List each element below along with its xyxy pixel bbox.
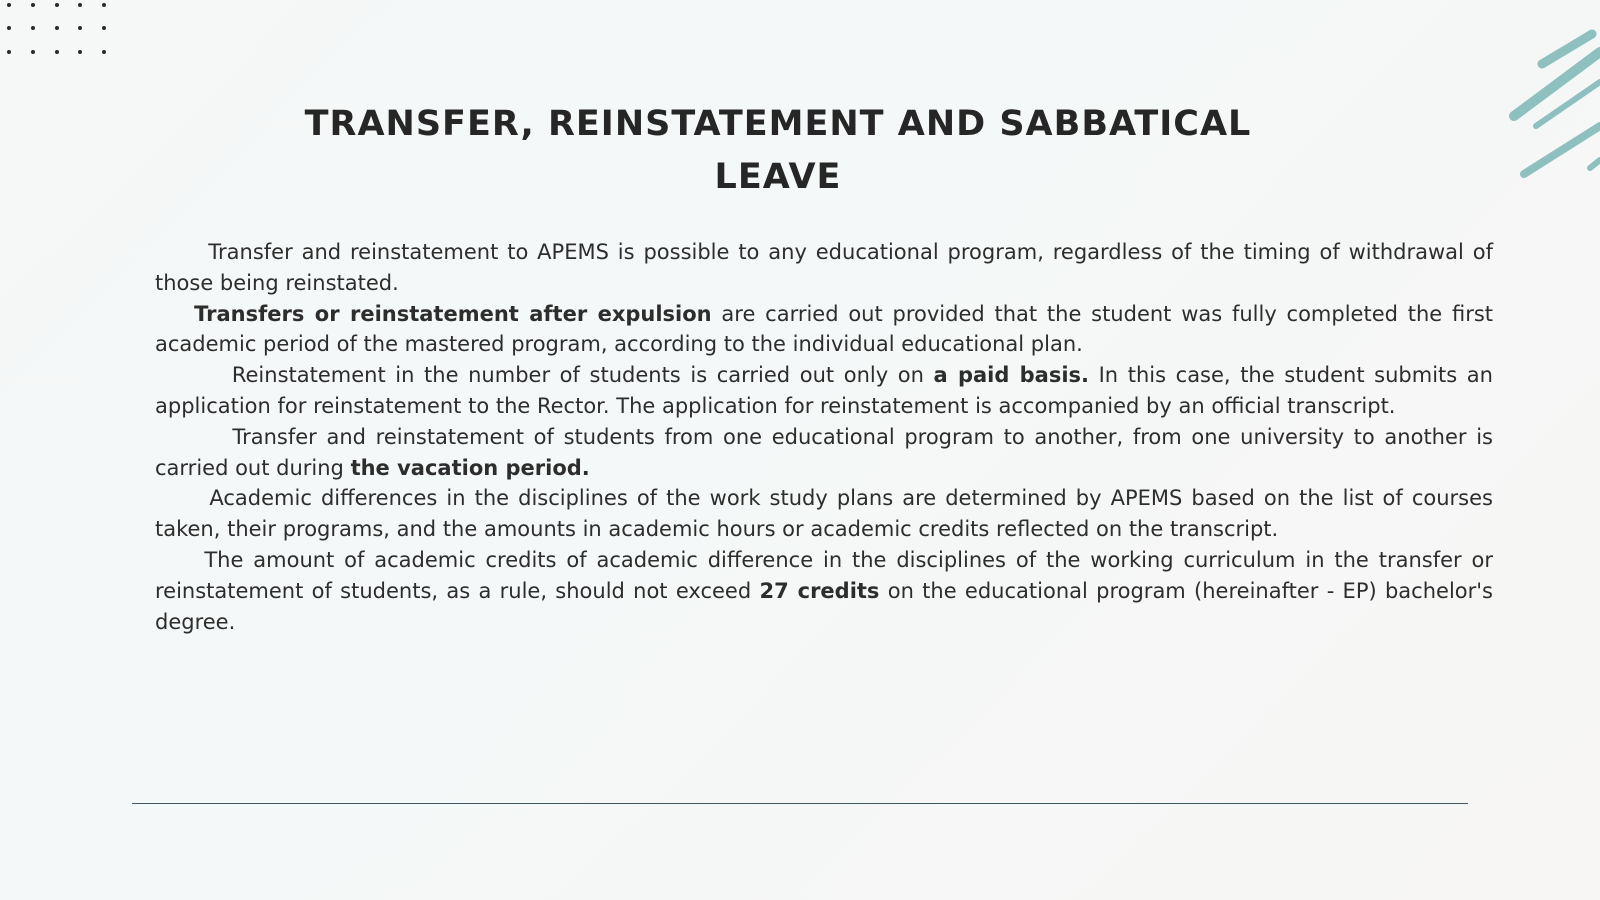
paragraph-indent bbox=[155, 302, 194, 326]
paragraph-emphasis: a paid basis. bbox=[933, 363, 1089, 388]
paragraph-text: In this case, the student submits an application for reinstatement to the Rector. The application for reinstatement is accompanied by an official transcript. bbox=[155, 363, 1493, 418]
brush-strokes-decoration-icon bbox=[1500, 28, 1600, 188]
paragraph-emphasis: the vacation period. bbox=[350, 455, 590, 480]
paragraph-text: are carried out provided that the student was fully completed the first academic period of the mastered program, according to the individual educational plan. bbox=[155, 301, 1494, 357]
paragraph-6 bbox=[155, 545, 1493, 637]
paragraph-4 bbox=[155, 422, 1493, 484]
paragraph-text: The amount of academic credits of academic difference in the disciplines of the working curriculum in the transfer or reinstatement of students, as a rule, should not exceed bbox=[155, 547, 1493, 603]
paragraph-text: on the educational program (hereinafter - EP) bachelor's degree. bbox=[155, 578, 1493, 634]
paragraph-indent bbox=[155, 548, 204, 572]
paragraph-5 bbox=[155, 483, 1493, 545]
dot-grid-decoration-icon bbox=[0, 0, 120, 60]
paragraph-3 bbox=[155, 360, 1493, 422]
paragraph-text: Reinstatement in the number of students is carried out only on bbox=[231, 363, 934, 388]
page-title-line-1: TRANSFER, REINSTATEMENT AND SABBATICAL bbox=[304, 104, 1252, 144]
paragraph-indent bbox=[155, 363, 232, 387]
page-title bbox=[278, 98, 1278, 204]
paragraph-2 bbox=[155, 299, 1493, 361]
body-text bbox=[155, 237, 1493, 637]
paragraph-indent bbox=[155, 425, 232, 449]
paragraph-text: Transfer and reinstatement to APEMS is possible to any educational program, regardless of the timing of withdrawal of those being reinstated. bbox=[155, 240, 1493, 295]
paragraph-text: Academic differences in the disciplines of the work study plans are determined by APEMS based on the list of courses taken, their programs, and the amounts in academic hours or academic credits reflected on the transcript. bbox=[155, 486, 1493, 542]
paragraph-text: Transfer and reinstatement of students from one educational program to another, from one university to another is carried out during bbox=[155, 424, 1493, 480]
footer-divider bbox=[132, 803, 1468, 804]
paragraph-emphasis: Transfers or reinstatement after expulsion bbox=[194, 301, 712, 326]
page-title-line-2: LEAVE bbox=[714, 157, 842, 197]
paragraph-indent bbox=[155, 486, 209, 510]
paragraph-emphasis: 27 credits bbox=[759, 578, 880, 603]
paragraph-indent bbox=[155, 240, 208, 264]
paragraph-1 bbox=[155, 237, 1493, 299]
